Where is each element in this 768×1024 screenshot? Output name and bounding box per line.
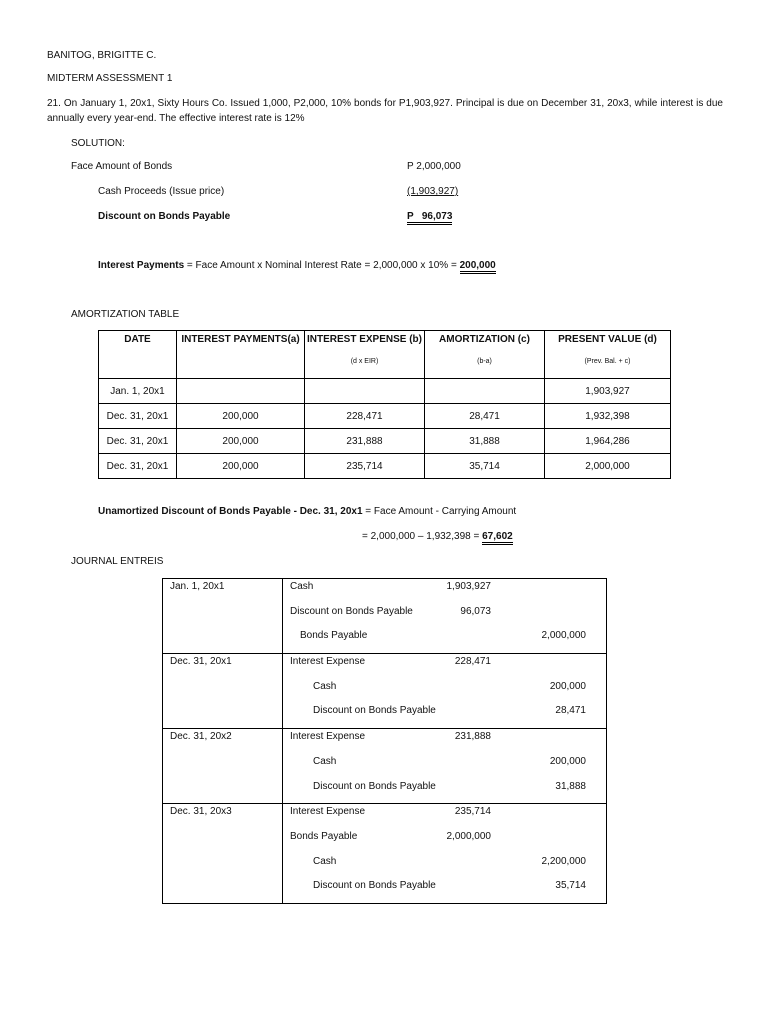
journal-date-cell xyxy=(163,804,283,904)
journal-line xyxy=(283,804,606,829)
journal-line xyxy=(283,579,606,604)
journal-entry xyxy=(163,729,607,804)
amortization-cell xyxy=(177,379,305,404)
journal-debit: 235,714 xyxy=(454,806,491,818)
amortization-title: AMORTIZATION TABLE xyxy=(71,309,180,320)
journal-debit: 228,471 xyxy=(454,656,491,668)
journal-credit: 200,000 xyxy=(549,680,586,692)
journal-date: Dec. 31, 20x2 xyxy=(170,731,232,743)
journal-date: Dec. 31, 20x3 xyxy=(170,806,232,818)
journal-lines-cell xyxy=(283,579,607,654)
amortization-cell: 200,000 xyxy=(177,429,305,454)
journal-account: Discount on Bonds Payable xyxy=(313,780,436,792)
journal-account: Cash xyxy=(313,755,337,767)
journal-line xyxy=(283,829,606,854)
unamortized-label: Unamortized Discount of Bonds Payable - Dec. 31, 20x1 xyxy=(98,506,363,517)
journal-line xyxy=(283,628,606,653)
amortization-cell: 1,964,286 xyxy=(545,429,671,454)
cash-proceeds-value: (1,903,927) xyxy=(407,186,459,197)
problem-statement: 21. On January 1, 20x1, Sixty Hours Co. Issued 1,000, P2,000, 10% bonds for P1,903,927. Principal is due on December 31, 20x3, while interest is due annually every year-end. The effective interest rate is 12% xyxy=(47,98,723,124)
amortization-header-formula: (d x EIR) xyxy=(350,358,379,365)
journal-account: Discount on Bonds Payable xyxy=(313,880,436,892)
journal-account: Interest Expense xyxy=(290,656,366,668)
journal-credit: 31,888 xyxy=(555,780,586,792)
amortization-cell: 1,932,398 xyxy=(545,404,671,429)
amortization-cell: 235,714 xyxy=(305,454,425,479)
unamortized-formula: = Face Amount - Carrying Amount xyxy=(362,506,517,517)
exam-title: MIDTERM ASSESSMENT 1 xyxy=(47,73,173,84)
journal-line xyxy=(283,754,606,779)
journal-debit: 231,888 xyxy=(454,731,491,743)
journal-title: JOURNAL ENTREIS xyxy=(71,556,164,567)
journal-account: Cash xyxy=(290,581,314,592)
face-amount-value: P 2,000,000 xyxy=(407,161,461,172)
journal-lines-cell xyxy=(283,804,607,904)
journal-entry xyxy=(163,579,607,654)
amortization-header-formula: (b-a) xyxy=(477,358,492,365)
amortization-cell: 200,000 xyxy=(177,454,305,479)
journal-debit: 1,903,927 xyxy=(446,581,491,592)
journal-entry xyxy=(163,654,607,729)
amortization-row xyxy=(99,429,671,454)
amortization-header-label: INTEREST PAYMENTS(a) xyxy=(181,334,300,345)
journal-table xyxy=(162,578,607,904)
journal-credit: 28,471 xyxy=(555,705,586,717)
amortization-header-row xyxy=(99,331,671,379)
journal-account: Interest Expense xyxy=(290,806,366,818)
journal-line xyxy=(283,654,606,679)
amortization-header-cell xyxy=(99,331,177,379)
journal-line xyxy=(283,878,606,903)
amortization-cell: Dec. 31, 20x1 xyxy=(99,404,177,429)
unamortized-line xyxy=(98,506,516,517)
amortization-header-label: PRESENT VALUE (d) xyxy=(558,334,657,345)
amortization-cell: 31,888 xyxy=(425,429,545,454)
journal-account: Bonds Payable xyxy=(300,630,368,642)
discount-value: P 96,073 xyxy=(407,211,452,225)
amortization-cell xyxy=(425,379,545,404)
journal-line xyxy=(283,779,606,804)
journal-line xyxy=(283,854,606,879)
amortization-cell: Jan. 1, 20x1 xyxy=(99,379,177,404)
journal-credit: 2,000,000 xyxy=(541,630,586,642)
journal-line xyxy=(283,604,606,629)
journal-body xyxy=(163,579,607,904)
journal-debit: 96,073 xyxy=(460,605,491,617)
amortization-cell: Dec. 31, 20x1 xyxy=(99,454,177,479)
amortization-cell: 35,714 xyxy=(425,454,545,479)
discount-label: Discount on Bonds Payable xyxy=(98,211,231,222)
student-name: BANITOG, BRIGITTE C. xyxy=(47,50,157,61)
journal-line xyxy=(283,729,606,754)
amortization-header-formula: (Prev. Bal. + c) xyxy=(584,358,631,365)
amortization-cell: 28,471 xyxy=(425,404,545,429)
amortization-header-cell xyxy=(545,331,671,379)
solution-label: SOLUTION: xyxy=(71,138,125,149)
amortization-row xyxy=(99,379,671,404)
amortization-cell: 231,888 xyxy=(305,429,425,454)
face-amount-label: Face Amount of Bonds xyxy=(71,161,173,172)
amortization-header-cell xyxy=(425,331,545,379)
amortization-cell: 228,471 xyxy=(305,404,425,429)
amortization-row xyxy=(99,454,671,479)
amortization-header-label: INTEREST EXPENSE (b) xyxy=(306,334,422,345)
journal-account: Interest Expense xyxy=(290,731,366,743)
amortization-cell: Dec. 31, 20x1 xyxy=(99,429,177,454)
journal-date-cell xyxy=(163,729,283,804)
amortization-table xyxy=(98,330,671,479)
amortization-header-label: DATE xyxy=(124,334,151,345)
journal-entry xyxy=(163,804,607,904)
interest-formula: = Face Amount x Nominal Interest Rate = 2,000,000 x 10% = xyxy=(184,260,460,271)
amortization-cell: 200,000 xyxy=(177,404,305,429)
interest-payments-line xyxy=(98,260,496,271)
amortization-row xyxy=(99,404,671,429)
journal-lines-cell xyxy=(283,729,607,804)
amortization-header-cell xyxy=(177,331,305,379)
journal-credit: 200,000 xyxy=(549,755,586,767)
journal-account: Discount on Bonds Payable xyxy=(313,705,436,717)
cash-proceeds-label: Cash Proceeds (Issue price) xyxy=(98,186,225,197)
amortization-cell: 2,000,000 xyxy=(545,454,671,479)
journal-credit: 35,714 xyxy=(555,880,586,892)
journal-account: Discount on Bonds Payable xyxy=(290,605,413,617)
unamortized-calc-line xyxy=(362,531,513,542)
journal-line xyxy=(283,703,606,728)
journal-lines-cell xyxy=(283,654,607,729)
journal-credit: 2,200,000 xyxy=(541,855,586,867)
journal-debit: 2,000,000 xyxy=(446,830,491,842)
amortization-header-cell xyxy=(305,331,425,379)
journal-date-cell xyxy=(163,579,283,654)
journal-account: Bonds Payable xyxy=(290,830,358,842)
journal-account: Cash xyxy=(313,855,337,867)
amortization-header-label: AMORTIZATION (c) xyxy=(439,334,530,345)
unamortized-result: 67,602 xyxy=(482,531,513,545)
journal-line xyxy=(283,679,606,704)
journal-date-cell xyxy=(163,654,283,729)
unamortized-calc: = 2,000,000 – 1,932,398 = xyxy=(362,531,483,542)
interest-payments-label: Interest Payments xyxy=(98,260,185,271)
journal-date: Dec. 31, 20x1 xyxy=(170,656,232,668)
journal-date: Jan. 1, 20x1 xyxy=(170,581,225,592)
journal-account: Cash xyxy=(313,680,337,692)
amortization-body xyxy=(99,379,671,479)
amortization-cell: 1,903,927 xyxy=(545,379,671,404)
interest-payments-value: 200,000 xyxy=(460,260,496,274)
amortization-cell xyxy=(305,379,425,404)
